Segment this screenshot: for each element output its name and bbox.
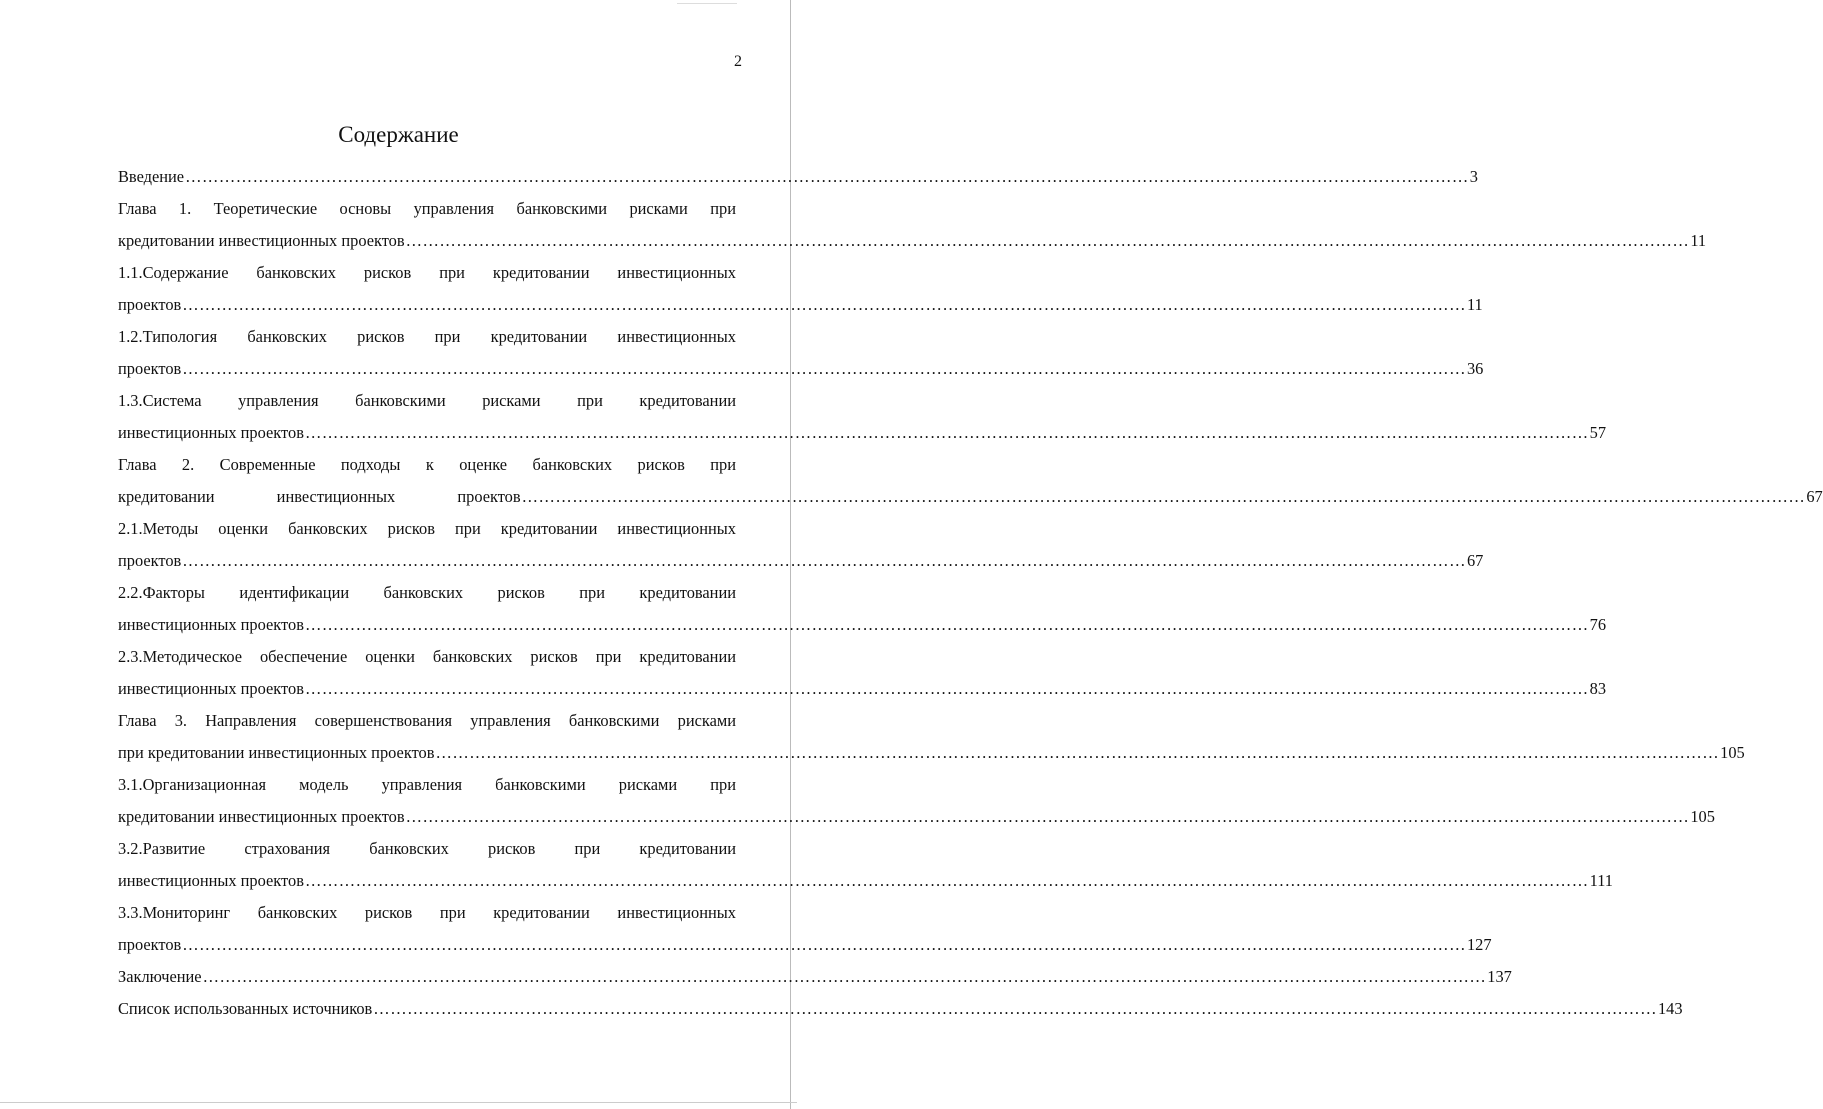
toc-entry-title-cont: кредитовании инвестиционных проектов — [118, 231, 405, 250]
toc-entry-title: Введение — [118, 167, 185, 186]
toc-entry — [118, 801, 1715, 833]
toc-entry — [118, 225, 1707, 257]
toc-entry-title-cont: проектов — [118, 551, 182, 570]
toc-page-number: 111 — [1589, 871, 1613, 890]
toc-page-number: 105 — [1720, 743, 1745, 762]
toc-entry-title: 2.1.Методы оценки банковских рисков при кредитовании инвестиционных — [118, 519, 736, 538]
page-title: Содержание — [338, 122, 459, 147]
toc-entry — [118, 609, 1607, 641]
toc-leader: ………………………………………………………………………………………………………………………………………………………………………………………………………… — [373, 999, 1657, 1018]
toc-leader: ………………………………………………………………………………………………………………………………………………………………………………………………………… — [185, 167, 1469, 186]
toc-entry-title-cont: проектов — [118, 295, 182, 314]
toc-leader: ………………………………………………………………………………………………………………………………………………………………………………………………………… — [304, 423, 1589, 442]
toc-entry-title-cont: проектов — [118, 359, 182, 378]
scan-edge — [0, 1102, 797, 1103]
toc-page-number: 143 — [1657, 999, 1683, 1018]
toc-entry-title: 3.2.Развитие страхования банковских рисков при кредитовании — [118, 839, 736, 858]
toc-entry-title-cont: кредитовании инвестиционных проектов — [118, 487, 521, 506]
toc-entry — [118, 481, 1823, 513]
toc-entry-title: Глава 1. Теоретические основы управления банковскими рисками при — [118, 199, 736, 218]
toc-entry-title: 1.1.Содержание банковских рисков при кредитовании инвестиционных — [118, 263, 736, 282]
toc-page-number: 127 — [1466, 935, 1492, 954]
toc-entry-title: Заключение — [118, 967, 202, 986]
table-of-contents — [118, 161, 1823, 1025]
toc-entry — [118, 545, 1484, 577]
toc-entry — [118, 993, 1683, 1025]
toc-page-number: 67 — [1806, 487, 1823, 506]
toc-page-number: 76 — [1589, 615, 1607, 634]
toc-entry-title-cont: проектов — [118, 935, 182, 954]
toc-page-number: 3 — [1469, 167, 1478, 186]
toc-page-number: 57 — [1589, 423, 1607, 442]
toc-leader: ………………………………………………………………………………………………………………………………………………………………………………………………………… — [521, 487, 1806, 506]
toc-page-number: 11 — [1690, 231, 1707, 250]
toc-entry-title: 1.2.Типология банковских рисков при кредитовании инвестиционных — [118, 327, 736, 346]
toc-entry-title: 1.3.Система управления банковскими рисками при кредитовании — [118, 391, 736, 410]
toc-leader: ………………………………………………………………………………………………………………………………………………………………………………………………………… — [405, 231, 1690, 250]
toc-entry — [118, 961, 1512, 993]
toc-entry-title-cont: инвестиционных проектов — [118, 679, 304, 698]
toc-entry-title-cont: инвестиционных проектов — [118, 871, 304, 890]
toc-entry-title: 3.1.Организационная модель управления банковскими рисками при — [118, 775, 736, 794]
toc-entry — [118, 737, 1745, 769]
toc-entry-title: Глава 3. Направления совершенствования управления банковскими рисками — [118, 711, 736, 730]
toc-leader: ………………………………………………………………………………………………………………………………………………………………………………………………………… — [182, 551, 1466, 570]
toc-entry-title: 3.3.Мониторинг банковских рисков при кредитовании инвестиционных — [118, 903, 736, 922]
page-number: 2 — [734, 53, 742, 70]
toc-page-number: 67 — [1466, 551, 1484, 570]
toc-entry — [118, 289, 1483, 321]
toc-entry-title: 2.2.Факторы идентификации банковских рисков при кредитовании — [118, 583, 736, 602]
toc-page-number: 11 — [1466, 295, 1483, 314]
toc-page-number: 36 — [1466, 359, 1484, 378]
toc-entry-title-cont: при кредитовании инвестиционных проектов — [118, 743, 435, 762]
toc-leader: ………………………………………………………………………………………………………………………………………………………………………………………………………… — [202, 967, 1487, 986]
scan-artifact — [677, 3, 737, 4]
toc-leader: ………………………………………………………………………………………………………………………………………………………………………………………………………… — [405, 807, 1690, 826]
toc-entry-title: Список использованных источников — [118, 999, 373, 1018]
toc-page-number: 105 — [1690, 807, 1715, 826]
toc-entry — [118, 929, 1492, 961]
toc-entry — [118, 417, 1607, 449]
toc-leader: ………………………………………………………………………………………………………………………………………………………………………………………………………… — [182, 359, 1466, 378]
toc-entry-title-cont: кредитовании инвестиционных проектов — [118, 807, 405, 826]
toc-leader: ………………………………………………………………………………………………………………………………………………………………………………………………………… — [435, 743, 1720, 762]
toc-entry — [118, 673, 1607, 705]
toc-page-number: 137 — [1487, 967, 1512, 986]
toc-entry — [118, 865, 1613, 897]
toc-leader: ………………………………………………………………………………………………………………………………………………………………………………………………………… — [304, 871, 1589, 890]
toc-leader: ………………………………………………………………………………………………………………………………………………………………………………………………………… — [304, 679, 1589, 698]
toc-leader: ………………………………………………………………………………………………………………………………………………………………………………………………………… — [304, 615, 1589, 634]
toc-leader: ………………………………………………………………………………………………………………………………………………………………………………………………………… — [182, 295, 1466, 314]
toc-page-number: 83 — [1589, 679, 1607, 698]
toc-entry-title: 2.3.Методическое обеспечение оценки банковских рисков при кредитовании — [118, 647, 736, 666]
toc-entry-title-cont: инвестиционных проектов — [118, 423, 304, 442]
toc-entry-title-cont: инвестиционных проектов — [118, 615, 304, 634]
toc-entry — [118, 353, 1484, 385]
toc-entry — [118, 161, 1478, 193]
toc-entry-title: Глава 2. Современные подходы к оценке банковских рисков при — [118, 455, 736, 474]
toc-leader: ………………………………………………………………………………………………………………………………………………………………………………………………………… — [182, 935, 1466, 954]
